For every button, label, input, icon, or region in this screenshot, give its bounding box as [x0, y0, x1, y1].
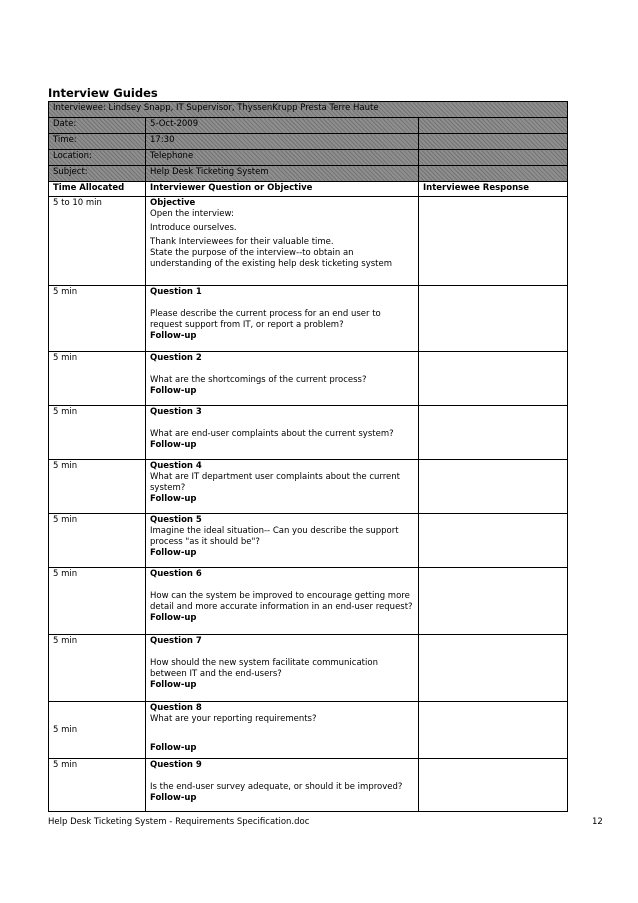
table-row — [49, 568, 568, 635]
row-line: Introduce ourselves. — [150, 223, 237, 233]
table-row — [49, 460, 568, 514]
time-cell: 5 min — [49, 460, 146, 514]
table-row — [49, 635, 568, 702]
meta-row-subject — [49, 166, 568, 182]
question-cell — [146, 197, 419, 286]
row-heading: Question 7 — [150, 636, 202, 646]
question-cell — [146, 352, 419, 406]
response-cell[interactable] — [419, 460, 568, 514]
meta-blank — [419, 118, 568, 134]
time-cell: 5 min — [49, 286, 146, 352]
followup-label: Follow-up — [150, 548, 197, 558]
spacer — [150, 580, 414, 591]
row-line: Is the end-user survey adequate, or should it be improved? — [150, 782, 403, 792]
table-row — [49, 286, 568, 352]
followup-label: Follow-up — [150, 440, 197, 450]
row-line: request support from IT, or report a problem? — [150, 320, 344, 330]
row-line: What are your reporting requirements? — [150, 714, 317, 724]
time-cell: 5 min — [49, 406, 146, 460]
response-cell[interactable] — [419, 759, 568, 812]
spacer — [150, 725, 414, 743]
row-heading: Question 6 — [150, 569, 202, 579]
row-heading: Question 4 — [150, 461, 202, 471]
meta-label: Date: — [49, 118, 146, 134]
followup-label: Follow-up — [150, 494, 197, 504]
meta-label: Subject: — [49, 166, 146, 182]
row-line: system? — [150, 483, 186, 493]
interviewee-line: Interviewee: Lindsey Snapp, IT Supervisor, ThyssenKrupp Presta Terre Haute — [49, 102, 568, 118]
followup-label: Follow-up — [150, 743, 197, 753]
row-line: between IT and the end-users? — [150, 669, 282, 679]
column-header-row — [49, 182, 568, 197]
row-line: Open the interview: — [150, 209, 234, 219]
row-line: What are IT department user complaints about the current — [150, 472, 400, 482]
meta-label: Location: — [49, 150, 146, 166]
time-cell: 5 min — [49, 635, 146, 702]
row-heading: Question 3 — [150, 407, 202, 417]
table-row — [49, 406, 568, 460]
time-label: 5 min — [53, 724, 78, 735]
row-line: Thank Interviewees for their valuable time. — [150, 237, 334, 247]
followup-label: Follow-up — [150, 680, 197, 690]
time-cell: 5 min — [49, 352, 146, 406]
row-line: What are end-user complaints about the current system? — [150, 429, 394, 439]
response-cell[interactable] — [419, 568, 568, 635]
row-heading: Question 9 — [150, 760, 202, 770]
row-line: How can the system be improved to encourage getting more — [150, 591, 410, 601]
response-cell[interactable] — [419, 635, 568, 702]
interview-guide-table — [48, 101, 568, 812]
row-line: How should the new system facilitate communication — [150, 658, 378, 668]
table-row — [49, 702, 568, 759]
column-header: Interviewee Response — [419, 182, 568, 197]
table-row — [49, 759, 568, 812]
time-cell: 5 min — [49, 514, 146, 568]
spacer — [150, 298, 414, 309]
row-heading: Question 5 — [150, 515, 202, 525]
question-cell — [146, 460, 419, 514]
response-cell[interactable] — [419, 197, 568, 286]
question-cell — [146, 286, 419, 352]
footer-filename: Help Desk Ticketing System - Requirements Specification.doc — [48, 817, 310, 827]
question-cell — [146, 635, 419, 702]
spacer — [150, 647, 414, 658]
followup-label: Follow-up — [150, 386, 197, 396]
row-line: detail and more accurate information in an end-user request? — [150, 602, 413, 612]
time-cell — [49, 702, 146, 759]
table-row — [49, 197, 568, 286]
meta-row-location — [49, 150, 568, 166]
question-cell — [146, 759, 419, 812]
meta-row-date — [49, 118, 568, 134]
question-cell — [146, 702, 419, 759]
meta-value: 5-Oct-2009 — [146, 118, 419, 134]
meta-blank — [419, 150, 568, 166]
spacer — [150, 418, 414, 429]
column-header: Interviewer Question or Objective — [146, 182, 419, 197]
row-line: State the purpose of the interview--to obtain an — [150, 248, 354, 258]
meta-value: Telephone — [146, 150, 419, 166]
spacer — [150, 771, 414, 782]
spacer — [150, 364, 414, 375]
meta-label: Time: — [49, 134, 146, 150]
row-line: process "as it should be"? — [150, 537, 260, 547]
row-line: understanding of the existing help desk ticketing system — [150, 259, 392, 269]
followup-label: Follow-up — [150, 613, 197, 623]
time-cell: 5 to 10 min — [49, 197, 146, 286]
row-heading: Question 8 — [150, 703, 202, 713]
response-cell[interactable] — [419, 514, 568, 568]
row-line: What are the shortcomings of the current process? — [150, 375, 367, 385]
page-number: 12 — [592, 817, 603, 827]
response-cell[interactable] — [419, 702, 568, 759]
question-cell — [146, 514, 419, 568]
response-cell[interactable] — [419, 286, 568, 352]
meta-value: Help Desk Ticketing System — [146, 166, 419, 182]
question-cell — [146, 568, 419, 635]
meta-blank — [419, 134, 568, 150]
row-heading: Question 2 — [150, 353, 202, 363]
followup-label: Follow-up — [150, 793, 197, 803]
column-header: Time Allocated — [49, 182, 146, 197]
interviewee-row — [49, 102, 568, 118]
row-line: Imagine the ideal situation-- Can you describe the support — [150, 526, 399, 536]
page-title: Interview Guides — [48, 86, 158, 100]
meta-value: 17:30 — [146, 134, 419, 150]
meta-row-time — [49, 134, 568, 150]
meta-blank — [419, 166, 568, 182]
question-cell — [146, 406, 419, 460]
response-cell[interactable] — [419, 352, 568, 406]
time-cell: 5 min — [49, 759, 146, 812]
row-heading: Objective — [150, 198, 196, 208]
response-cell[interactable] — [419, 406, 568, 460]
row-line: Please describe the current process for an end user to — [150, 309, 381, 319]
row-heading: Question 1 — [150, 287, 202, 297]
followup-label: Follow-up — [150, 331, 197, 341]
time-cell: 5 min — [49, 568, 146, 635]
table-row — [49, 352, 568, 406]
table-row — [49, 514, 568, 568]
